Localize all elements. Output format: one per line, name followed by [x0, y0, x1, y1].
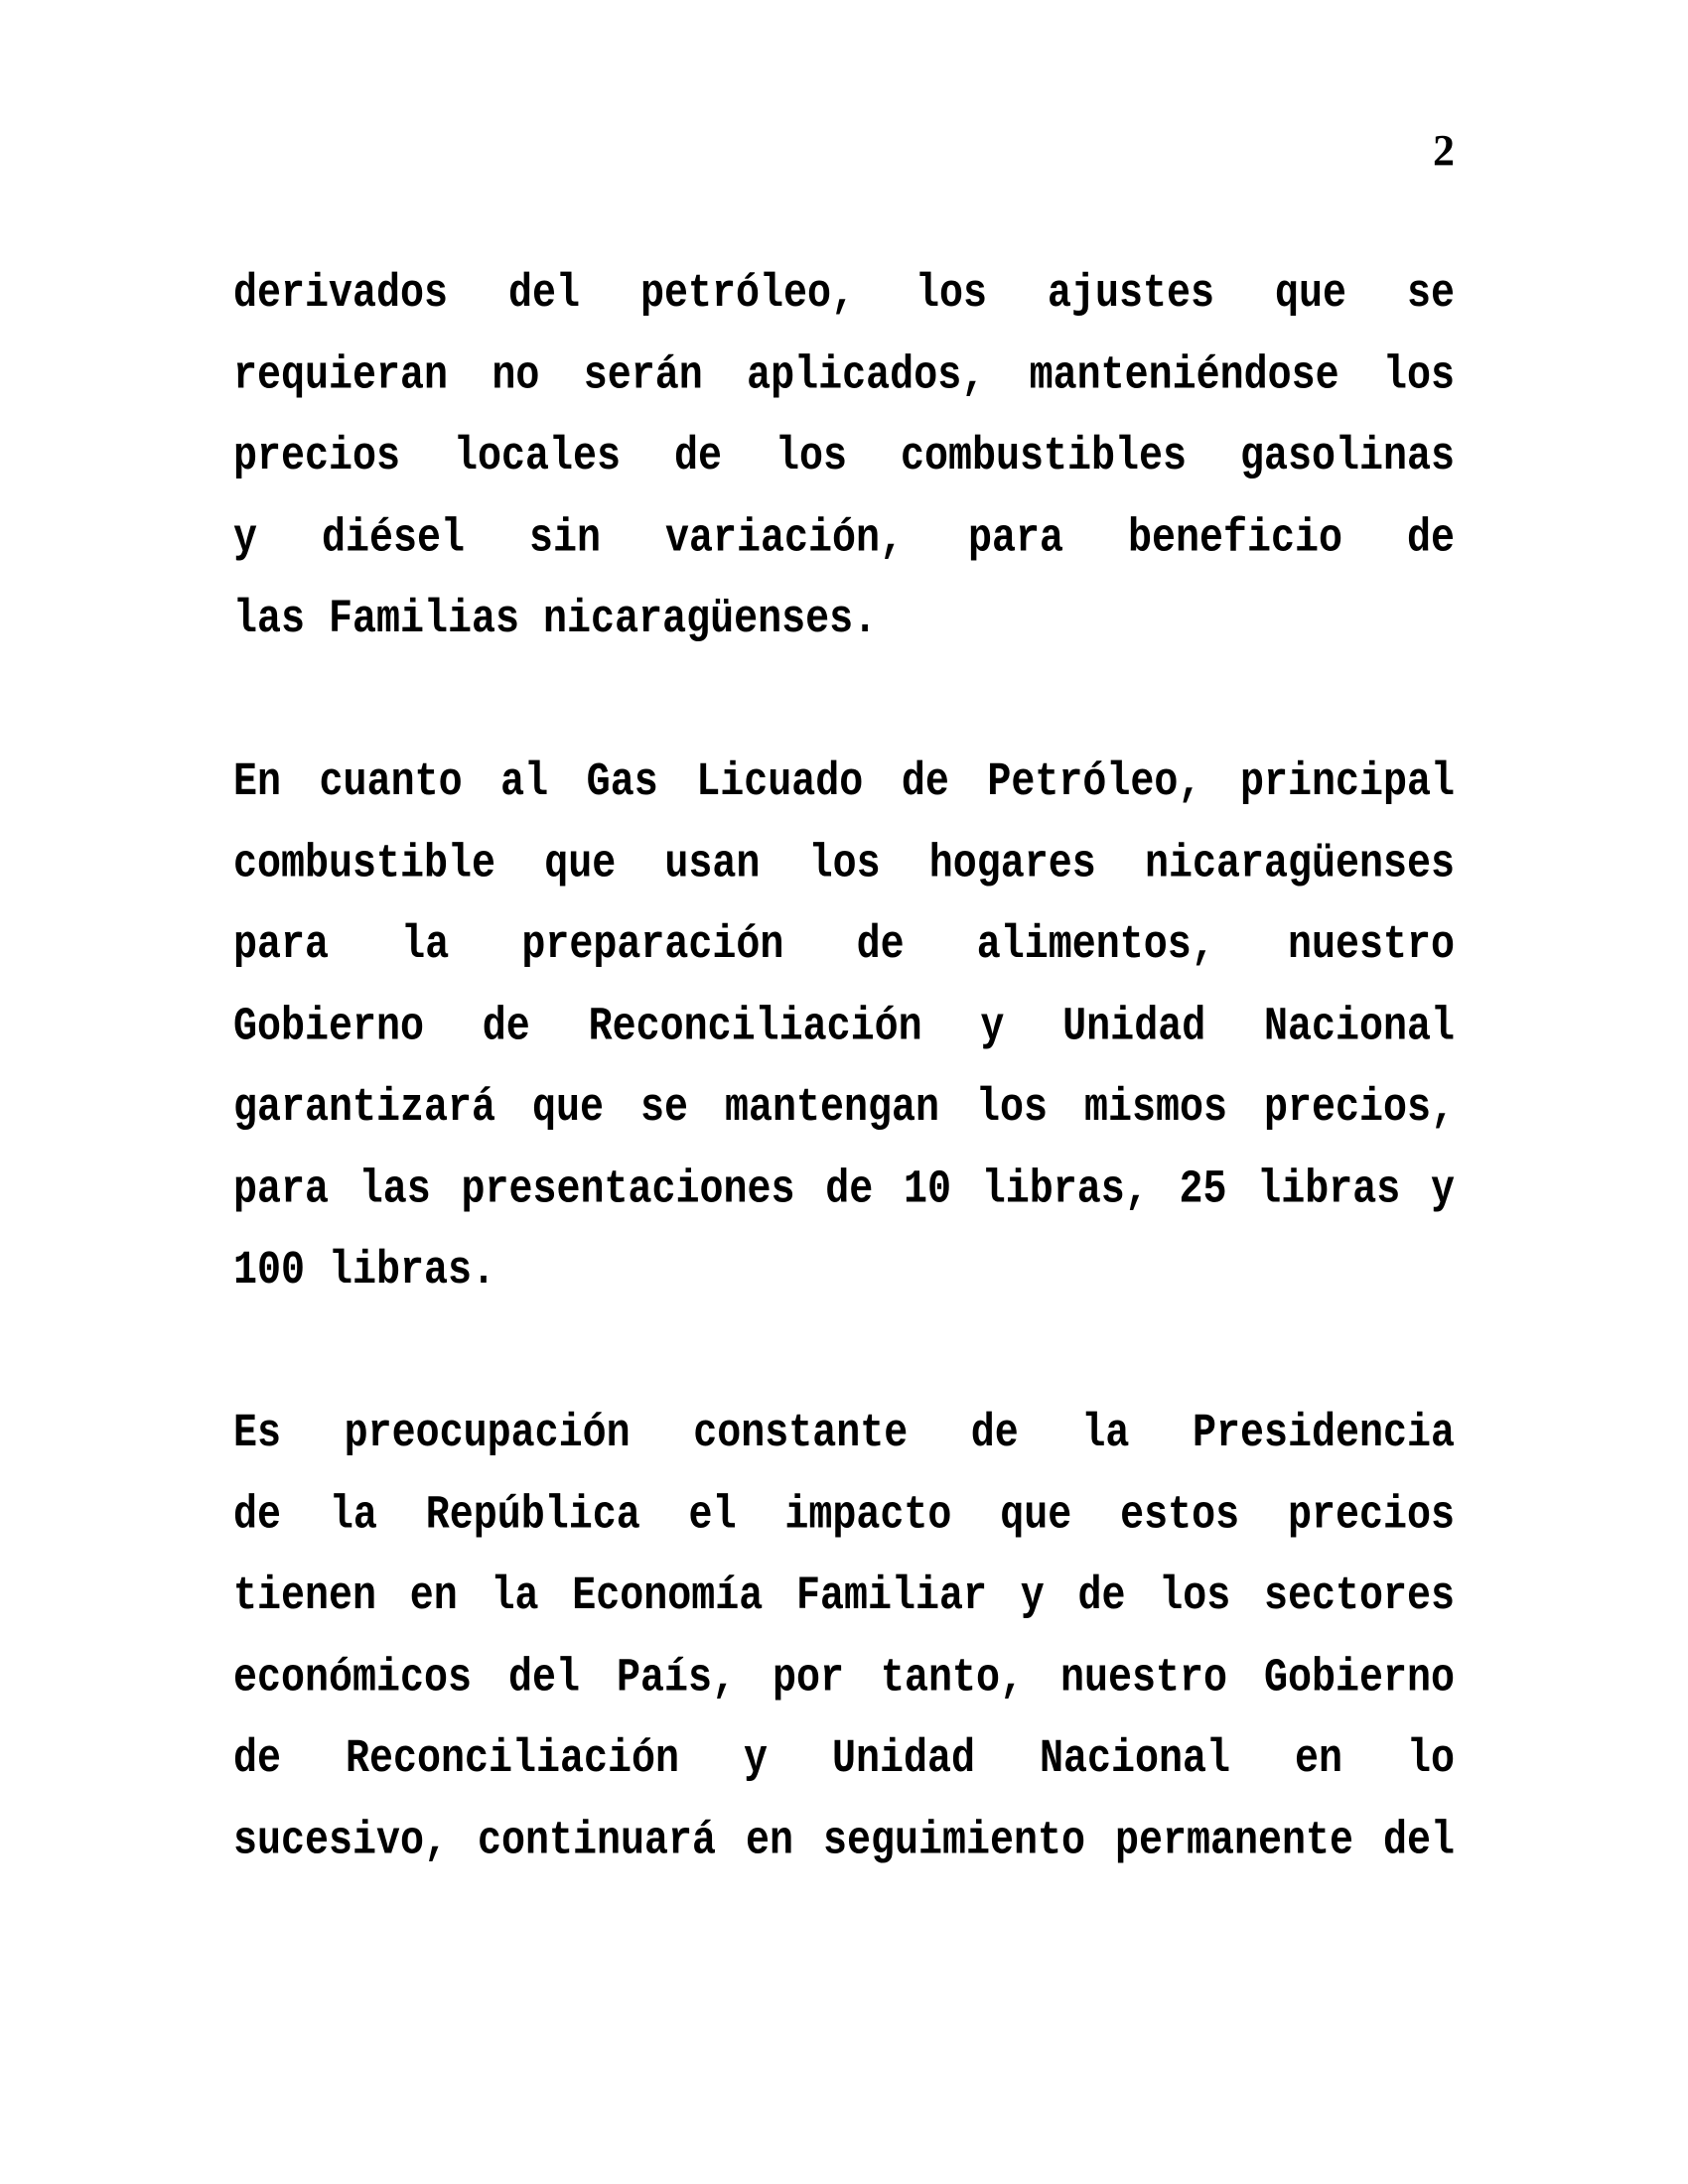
text-line: Es preocupación constante de la Presidencia [233, 1408, 1455, 1461]
paragraph-fuel-prices [233, 254, 1455, 661]
text-line: y diésel sin variación, para beneficio de [233, 512, 1455, 566]
text-line: económicos del País, por tanto, nuestro Gobierno [233, 1652, 1455, 1706]
text-line: de Reconciliación y Unidad Nacional en lo [233, 1733, 1455, 1787]
text-line: En cuanto al Gas Licuado de Petróleo, principal [233, 756, 1455, 810]
text-line: las Familias nicaragüenses. [233, 594, 878, 647]
text-line: Gobierno de Reconciliación y Unidad Nacional [233, 1001, 1455, 1054]
text-line: garantizará que se mantengan los mismos precios, [233, 1082, 1455, 1136]
text-line: requieran no serán aplicados, manteniéndose los [233, 349, 1455, 403]
paragraph-lpg [233, 743, 1455, 1312]
text-line: precios locales de los combustibles gasolinas [233, 431, 1455, 484]
document-body [233, 254, 1455, 1882]
text-line: tienen en la Economía Familiar y de los sectores [233, 1570, 1455, 1624]
text-line: para las presentaciones de 10 libras, 25 libras y [233, 1163, 1455, 1217]
text-line: 100 libras. [233, 1245, 496, 1298]
paragraph-presidency [233, 1394, 1455, 1882]
text-line: para la preparación de alimentos, nuestro [233, 919, 1455, 973]
text-line: combustible que usan los hogares nicaragüenses [233, 838, 1455, 891]
text-line: derivados del petróleo, los ajustes que se [233, 268, 1455, 322]
text-line: sucesivo, continuará en seguimiento permanente del [233, 1815, 1455, 1868]
text-line: de la República el impacto que estos precios [233, 1489, 1455, 1543]
page-number: 2 [1433, 126, 1455, 175]
